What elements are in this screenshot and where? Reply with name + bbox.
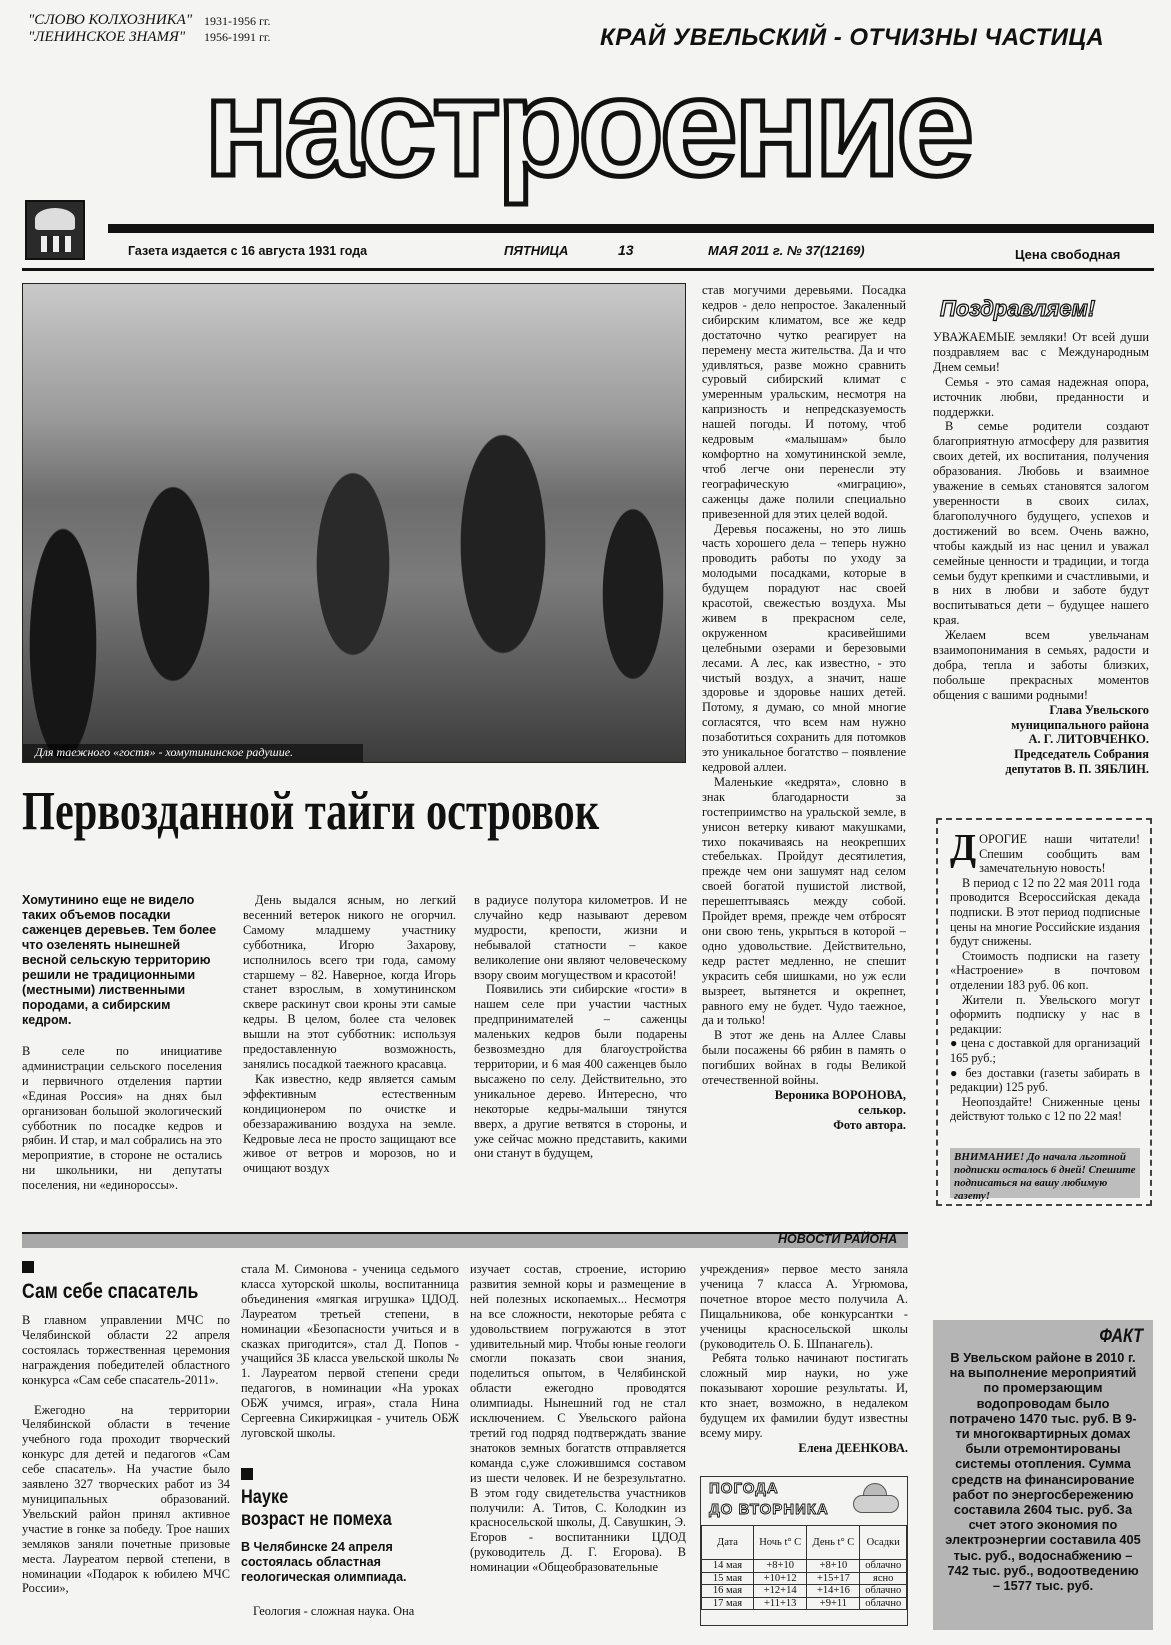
former-title-2-years: 1956-1991 гг. (204, 30, 271, 44)
news2-column-3 (700, 1262, 908, 1458)
congrats-para-2: В семье родители создают благоприятную атмосферу для развития своих детей, их воспитания, получения образования. Любовь и взаимное уважение в семьях становятся залогом уверенности в своих силах, благополучного будущего, успехов и достижений во всем. Очень важно, чтобы каждый из нас ценил и уважал семейные ценности и традиции, и тогда семьи будут крепкими и счастливыми, и в них в любви и заботе будут воспитываться дети – будущее нашего края. (933, 419, 1149, 628)
news1-para-2: стала М. Симонова - ученица седьмого класса хуторской школы, воспитанница объединения «мягкая игрушка» ЦДОД. Лауреатом третьей степени, в номинации «Безопасности учиться и в сказках пригодится», стал Д. Попов - учащийся 3Б класса увельской школы № 1. Лауреатом первой степени среди педагогов, в номинации «На уроках ОБЖ учимся, играя», стала Нина Сергеевна Сикиржицкая - учитель ОБЖ луговской школы. (241, 1262, 459, 1440)
congrats-block (933, 330, 1149, 800)
congrats-para-3: Желаем всем увельчанам взаимопонимания в семьях, радости и добра, тепла и заботы близких, побольше прекрасных моментов общения с вашими родными! (933, 628, 1149, 702)
article-para-5: Появились эти сибирские «гости» в нашем селе при участии частных предпринимателей – саженцы маленьких кедров были подарены безвозмездно для благоустройства территории, и 6 мая 400 саженцев было высажено по селу. Действительно, это уникальное дерево. Интересно, что некоторые кедры-малыши тянутся вверх, а другие ветвятся в стороны, и уже сейчас можно представить, какими они станут в будущем, (474, 982, 687, 1161)
cloud-icon (853, 1483, 899, 1515)
article-column-4 (702, 283, 906, 1213)
article-column-2 (243, 893, 456, 1221)
article-para-3: Как известно, кедр является самым эффективным естественным кондиционером по очистке и обеззараживанию воздуха на земле. Кедровые леса не просто защищают все живое от ветров и морозов, но и очищают воздух (243, 1071, 456, 1176)
news1-para-1: Ежегодно на территории Челябинской области в течение учебного года проходит творческий конкурс для детей и педагогов «Сам себе спасатель». На участие было заявлено 327 творческих работ из 34 муниципальных образований. Увельский район принял активное участие в гонке за победу. Трое наших земляков заняли почетные призовые места. Лауреатом первой степени, в номинации «Подарок к юбилею МЧС России», (22, 1402, 230, 1596)
slogan: КРАЙ УВЕЛЬСКИЙ - ОТЧИЗНЫ ЧАСТИЦА (600, 24, 1105, 51)
news2-para-2: изучает состав, строение, историю развития земной коры и размещение в ней полезных ископаемых... Несмотря на все сложности, некоторые ребята с удовольствием погружаются в этот удивительный мир. Чтобы юные геологи смогли показать свои знания, поделиться опытом, в Челябинской области ежегодно проводятся олимпиады. Нынешний год не стал исключением. С Увельского района третий год подряд подтверждать звание знатоков земных богатств отправляется команда с,уже сложившимся составом из шести человек. И не безрезультатно. В этом году свидетельства участников получили: А. Титов, С. Колодкин из красносельской школы, Д. Савушкин, Э. Егоров - воспитанники ЦДОД (руководитель Д. Г. Егорова). В номинации «Общеобразовательные (470, 1262, 686, 1575)
weather-head-precip: Осадки (860, 1526, 907, 1560)
subscription-attention: ВНИМАНИЕ! До начала льготной подписки осталось 6 дней! Спешите подписаться на вашу любимую газету! (950, 1148, 1140, 1198)
news-band (22, 1232, 908, 1248)
price: Цена свободная (1015, 247, 1121, 262)
news1-lead: В главном управлении МЧС по Челябинской области 22 апреля состоялась торжественная церемония награждения победителей областного конкурса «Сам себе спасатель-2011». (22, 1313, 230, 1387)
subscription-box (936, 818, 1152, 1206)
issue-date: МАЯ 2011 г. № 37(12169) (708, 243, 865, 258)
photo-caption: Для таежного «гостя» - хомутининское радушие. (35, 745, 294, 759)
weather-header-row (702, 1526, 907, 1560)
subscription-price-2: ● без доставки (газеты забирать в редакции) 125 руб. (950, 1065, 1140, 1095)
subscription-deadline: Неопоздайте! Сниженные цены действуют только с 12 по 22 мая! (950, 1094, 1140, 1124)
article-lead: Хомутинино еще не видело таких объемов посадки саженцев деревьев. Тем более что озеленять нынешней весной сельскую территорию решили не традиционными (местными) лиственными породами, а сибирским кедром. (22, 893, 217, 1027)
article-para-2: День выдался ясным, но легкий весенний ветерок никого не огорчил. Самому младшему участнику субботника, Игорю Захарову, исполнилось всего три года, самому старшему – 82. Наверное, когда Игорь станет взрослым, в хомутининском сквере раскинут свои кроны эти самые кедры. В целом, более ста человек вышли на этот субботник: используя предоставленную возможность, занялись посадкой таежного красавца. (243, 893, 456, 1071)
district-emblem (25, 200, 85, 260)
article-para-4: в радиусе полутора километров. И не случайно кедр называют деревом мудрости, крепости, жизни и небывалой статности – какое великолепие они являют человеческому взору своим могуществом и красотой! (474, 893, 687, 982)
article-para-8: Маленькие «кедрята», словно в знак благодарности за гостеприимство на уральской земле, в унисон ветерку кивают макушками, тихо покачиваясь на неокрепших стебельках. Пройдут десятилетия, прежде чем они зашумят над селом своей богатой пушистой листвой, перешептываясь между собой. Пройдет время, прежде чем отбросят они свою тень, укрыться в которой – одно удовольствие. Действительно, кедр растет медленно, не спешит украсить себя шишками, но уж если вызреет, вытянется и окрепнет, равного ему не будет. Чудо таежное, да и только! (702, 774, 906, 1028)
photo-credit: Фото автора. (833, 1117, 906, 1132)
subscription-price-1: ● цена с доставкой для организаций 165 руб.; (950, 1036, 1140, 1065)
drop-cap: Д (950, 827, 977, 869)
congrats-sign-5: депутатов В. П. ЗЯБЛИН. (1005, 762, 1149, 777)
congrats-sign-3: А. Г. ЛИТОВЧЕНКО. (1028, 732, 1149, 747)
subscription-para-1: В период с 12 по 22 мая 2011 года проводится Всероссийская декада подписки. В этот период подписные цены на многие Российские издания будут снижены. (950, 875, 1140, 949)
news2-title-1: Науке (241, 1487, 289, 1508)
lead-photo (22, 283, 686, 763)
article-para-1: В селе по инициативе администрации сельского поселения и первичного отделения партии «Единая Россия» на днях был организован большой экологический субботник по посадке кедров и рябин. И стар, и мал собрались на это мероприятие, в стороне не остались ни школьники, ни депутаты поселения, ни «единороссы». (22, 1044, 222, 1193)
news2-lead: В Челябинске 24 апреля состоялась областная геологическая олимпиада. (241, 1540, 407, 1584)
news2-para-1: Геология - сложная наука. Она (253, 1604, 415, 1618)
fact-text: В Увельском районе в 2010 г. на выполнение мероприятий по промерзающим водопроводам было потрачено 1470 тыс. руб. В 9-ти многоквартирных домах были отремонтированы системы отопления. Сумма средств на финансирование работ по энергосбережению составила 2604 тыс. руб. За счет этого экономия по электроэнергии составила 405 тыс. руб., водоснабжению – 742 тыс. руб., водоотведению – 1577 тыс. руб. (945, 1350, 1141, 1594)
weather-title-2: ДО ВТОРНИКА (709, 1501, 829, 1518)
masthead-rule (22, 268, 1154, 271)
news1-title: Сам себе спасатель (22, 1280, 199, 1303)
congrats-title: Поздравляем! (940, 296, 1096, 321)
weather-row: 17 мая +11+13 +9+11 облачно (702, 1597, 907, 1610)
former-title-1: "СЛОВО КОЛХОЗНИКА" (28, 12, 193, 28)
news1-column-1 (22, 1313, 230, 1633)
congrats-sign-2: муниципального района (1011, 717, 1149, 732)
article-author: Вероника ВОРОНОВА, (774, 1087, 906, 1102)
fact-box (933, 1320, 1153, 1630)
subscription-para-3: Жители п. Увельского могут оформить подписку у нас в редакции: (950, 992, 1140, 1036)
news2-column-2 (470, 1262, 686, 1624)
congrats-greeting: УВАЖАЕМЫЕ земляки! От всей души поздравляем вас с Международным Днем семьи! (933, 330, 1149, 374)
article-para-7: Деревья посажены, но это лишь часть хорошего дела – теперь нужно проводить работы по уходу за молодыми посадками, которые в будущем порадуют нас своей красотой, свежестью воздуха. Мы живем в прекрасном селе, окруженном красивейшими целебными озерами и березовыми лесами. А лес, как известно, - это чистый воздух, а значит, наше здоровье и здоровье наших детей. Потому, я думаю, со мной многие согласятся, что всем нам нужно позаботиться сохранить для потомков это уникальное богатство – появление кедровой аллеи. (702, 521, 906, 774)
news1-column-2 (241, 1262, 459, 1440)
weather-head-day: День t° С (807, 1526, 860, 1560)
weather-head-date: Дата (702, 1526, 754, 1560)
weather-row: 14 мая +8+10 +8+10 облачно (702, 1560, 907, 1573)
article-para-9: В этот же день на Аллее Славы были посажены 66 рябин в память о погибших войнах в годы Великой отечественной войны. (702, 1028, 906, 1088)
subscription-text (950, 827, 1140, 1136)
congrats-sign-4: Председатель Собрания (1014, 747, 1149, 762)
subscription-para-2: Стоимость подписки на газету «Настроение» в почтовом отделении 183 руб. 06 коп. (950, 948, 1140, 992)
newspaper-title: настроение (203, 48, 971, 205)
news2-author: Елена ДЕЕНКОВА. (798, 1440, 908, 1455)
article-column-1 (22, 893, 222, 1221)
main-headline: Первозданной тайги островок (22, 780, 600, 841)
title-underline (108, 224, 1154, 233)
news2-bullet-icon (241, 1468, 253, 1480)
weather-title-1: ПОГОДА (709, 1480, 779, 1497)
article-para-6: став могучими деревьями. Посадка кедров - дело непростое. Закаленный сибирским климатом, все же кедр достаточно чутко реагирует на перемену места жительства. Да и что удивляться, разве можно сравнить суровый сибирский климат с умеренным уральским, несмотря на капризность и непредсказуемость нашей погоды. И потому, чтоб кедровым «малышам» было комфортно на хомутининской земле, чтоб легче они перенесли эту географическую «миграцию», саженцы даже полили специально привезенной для этих целей водой. (702, 283, 906, 521)
article-column-3 (474, 893, 687, 1221)
emblem-top-icon (35, 208, 75, 230)
news2-para-3: учреждения» первое место заняла ученица 7 класса А. Угрюмова, почетное второе место получила А. Пищальникова, обе конкурсантки - ученицы красносельской школы (руководитель О. Б. Шпанагель). (700, 1262, 908, 1351)
subscription-intro: ДОРОГИЕ наши читатели! Спешим сообщить вам замечательную новость! (950, 827, 1140, 876)
news-band-label: НОВОСТИ РАЙОНА (778, 1232, 898, 1246)
article-author-role: селькор. (858, 1102, 906, 1117)
fact-title: ФАКТ (1099, 1326, 1143, 1347)
weather-row: 16 мая +12+14 +14+16 облачно (702, 1585, 907, 1598)
congrats-sign-1: Глава Увельского (1049, 702, 1149, 717)
since-date: Газета издается с 16 августа 1931 года (128, 244, 368, 258)
news2-title-2: возраст не помеха (241, 1509, 392, 1530)
emblem-checker-icon (41, 236, 71, 252)
congrats-para-1: Семья - это самая надежная опора, источник любви, преданности и поддержки. (933, 374, 1149, 419)
news-bullet-icon (22, 1261, 34, 1273)
weather-row: 15 мая +10+12 +15+17 ясно (702, 1572, 907, 1585)
weather-box (700, 1476, 908, 1626)
day-number: 13 (618, 242, 634, 258)
news2-para-4: Ребята только начинают постигать сложный мир науки, но уже показывают хорошие результаты. И, кто знает, возможно, в недалеком будущем их фамилии будут известны всему миру. (700, 1351, 908, 1440)
former-title-2: "ЛЕНИНСКОЕ ЗНАМЯ" (28, 29, 186, 45)
weekday: ПЯТНИЦА (504, 243, 569, 258)
weather-table (701, 1525, 907, 1610)
weather-head-night: Ночь t° С (754, 1526, 807, 1560)
former-title-1-years: 1931-1956 гг. (204, 14, 271, 28)
